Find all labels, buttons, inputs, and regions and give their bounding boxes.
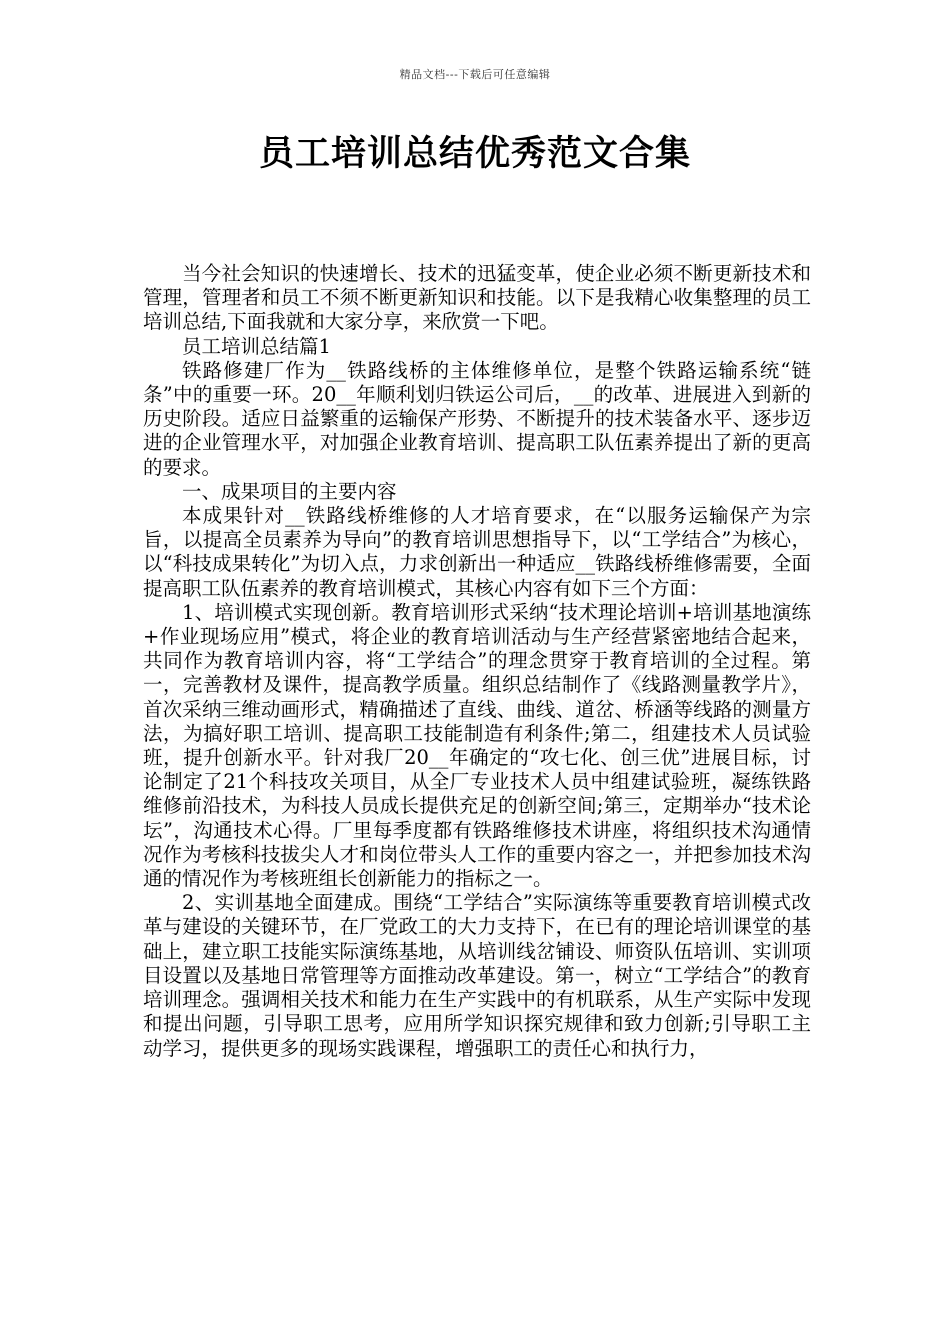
- page-header-note: 精品文档---下载后可任意编辑: [399, 68, 551, 81]
- paragraph-training-base: 2、实训基地全面建成。围绕“工学结合”实际演练等重要教育培训模式改革与建设的关键环节，在厂党政工的大力支持下，在已有的理论培训课堂的基础上，建立职工技能实际演练基地，从培训线岔铺设、师资队伍培训、实训项目设置以及基地日常管理等方面推动改革建设。第一，树立“工学结合”的教育培训理念。强调相关技术和能力在生产实践中的有机联系，从生产实际中发现和提出问题，引导职工思考，应用所学知识探究规律和致力创新;引导职工主动学习，提供更多的现场实践课程，增强职工的责任心和执行力，: [143, 891, 811, 1060]
- paragraph-background: 铁路修建厂作为__铁路线桥的主体维修单位，是整个铁路运输系统“链条”中的重要一环。20__年顺利划归铁运公司后，__的改革、进展进入到新的历史阶段。适应日益繁重的运输保产形势、不断提升的技术装备水平、逐步迈进的企业管理水平，对加强企业教育培训、提高职工队伍素养提出了新的更高的要求。: [143, 358, 811, 479]
- paragraph-overview: 本成果针对__铁路线桥维修的人才培育要求，在“以服务运输保产为宗旨，以提高全员素养为导向”的教育培训思想指导下，以“工学结合”为核心，以“科技成果转化”为切入点，力求创新出一种适应__铁路线桥维修需要，全面提高职工队伍素养的教育培训模式，其核心内容有如下三个方面：: [143, 504, 811, 600]
- document-title: 员工培训总结优秀范文合集: [258, 134, 691, 174]
- document-body: [143, 262, 811, 1061]
- paragraph-training-mode: 1、培训模式实现创新。教育培训形式采纳“技术理论培训+培训基地演练+作业现场应用”模式，将企业的教育培训活动与生产经营紧密地结合起来，共同作为教育培训内容，将“工学结合”的理念贯穿于教育培训的全过程。第一，完善教材及课件，提高教学质量。组织总结制作了《线路测量教学片》，首次采纳三维动画形式，精确描述了直线、曲线、道岔、桥涵等线路的测量方法，为搞好职工培训、提高职工技能制造有利条件;第二，组建技术人员试验班，提升创新水平。针对我厂20__年确定的“攻七化、创三优”进展目标，讨论制定了21个科技攻关项目，从全厂专业技术人员中组建试验班，凝练铁路维修前沿技术，为科技人员成长提供充足的创新空间;第三，定期举办“技术论坛”，沟通技术心得。厂里每季度都有铁路维修技术讲座，将组织技术沟通情况作为考核科技拔尖人才和岗位带头人工作的重要内容之一，并把参加技术沟通的情况作为考核班组长创新能力的指标之一。: [143, 600, 811, 891]
- paragraph-intro: 当今社会知识的快速增长、技术的迅猛变革，使企业必须不断更新技术和管理，管理者和员工不须不断更新知识和技能。以下是我精心收集整理的员工培训总结,下面我就和大家分享，来欣赏一下吧。: [143, 262, 811, 334]
- section-heading-part-1: 员工培训总结篇1: [182, 334, 331, 358]
- section-heading-main-content: 一、成果项目的主要内容: [182, 479, 397, 503]
